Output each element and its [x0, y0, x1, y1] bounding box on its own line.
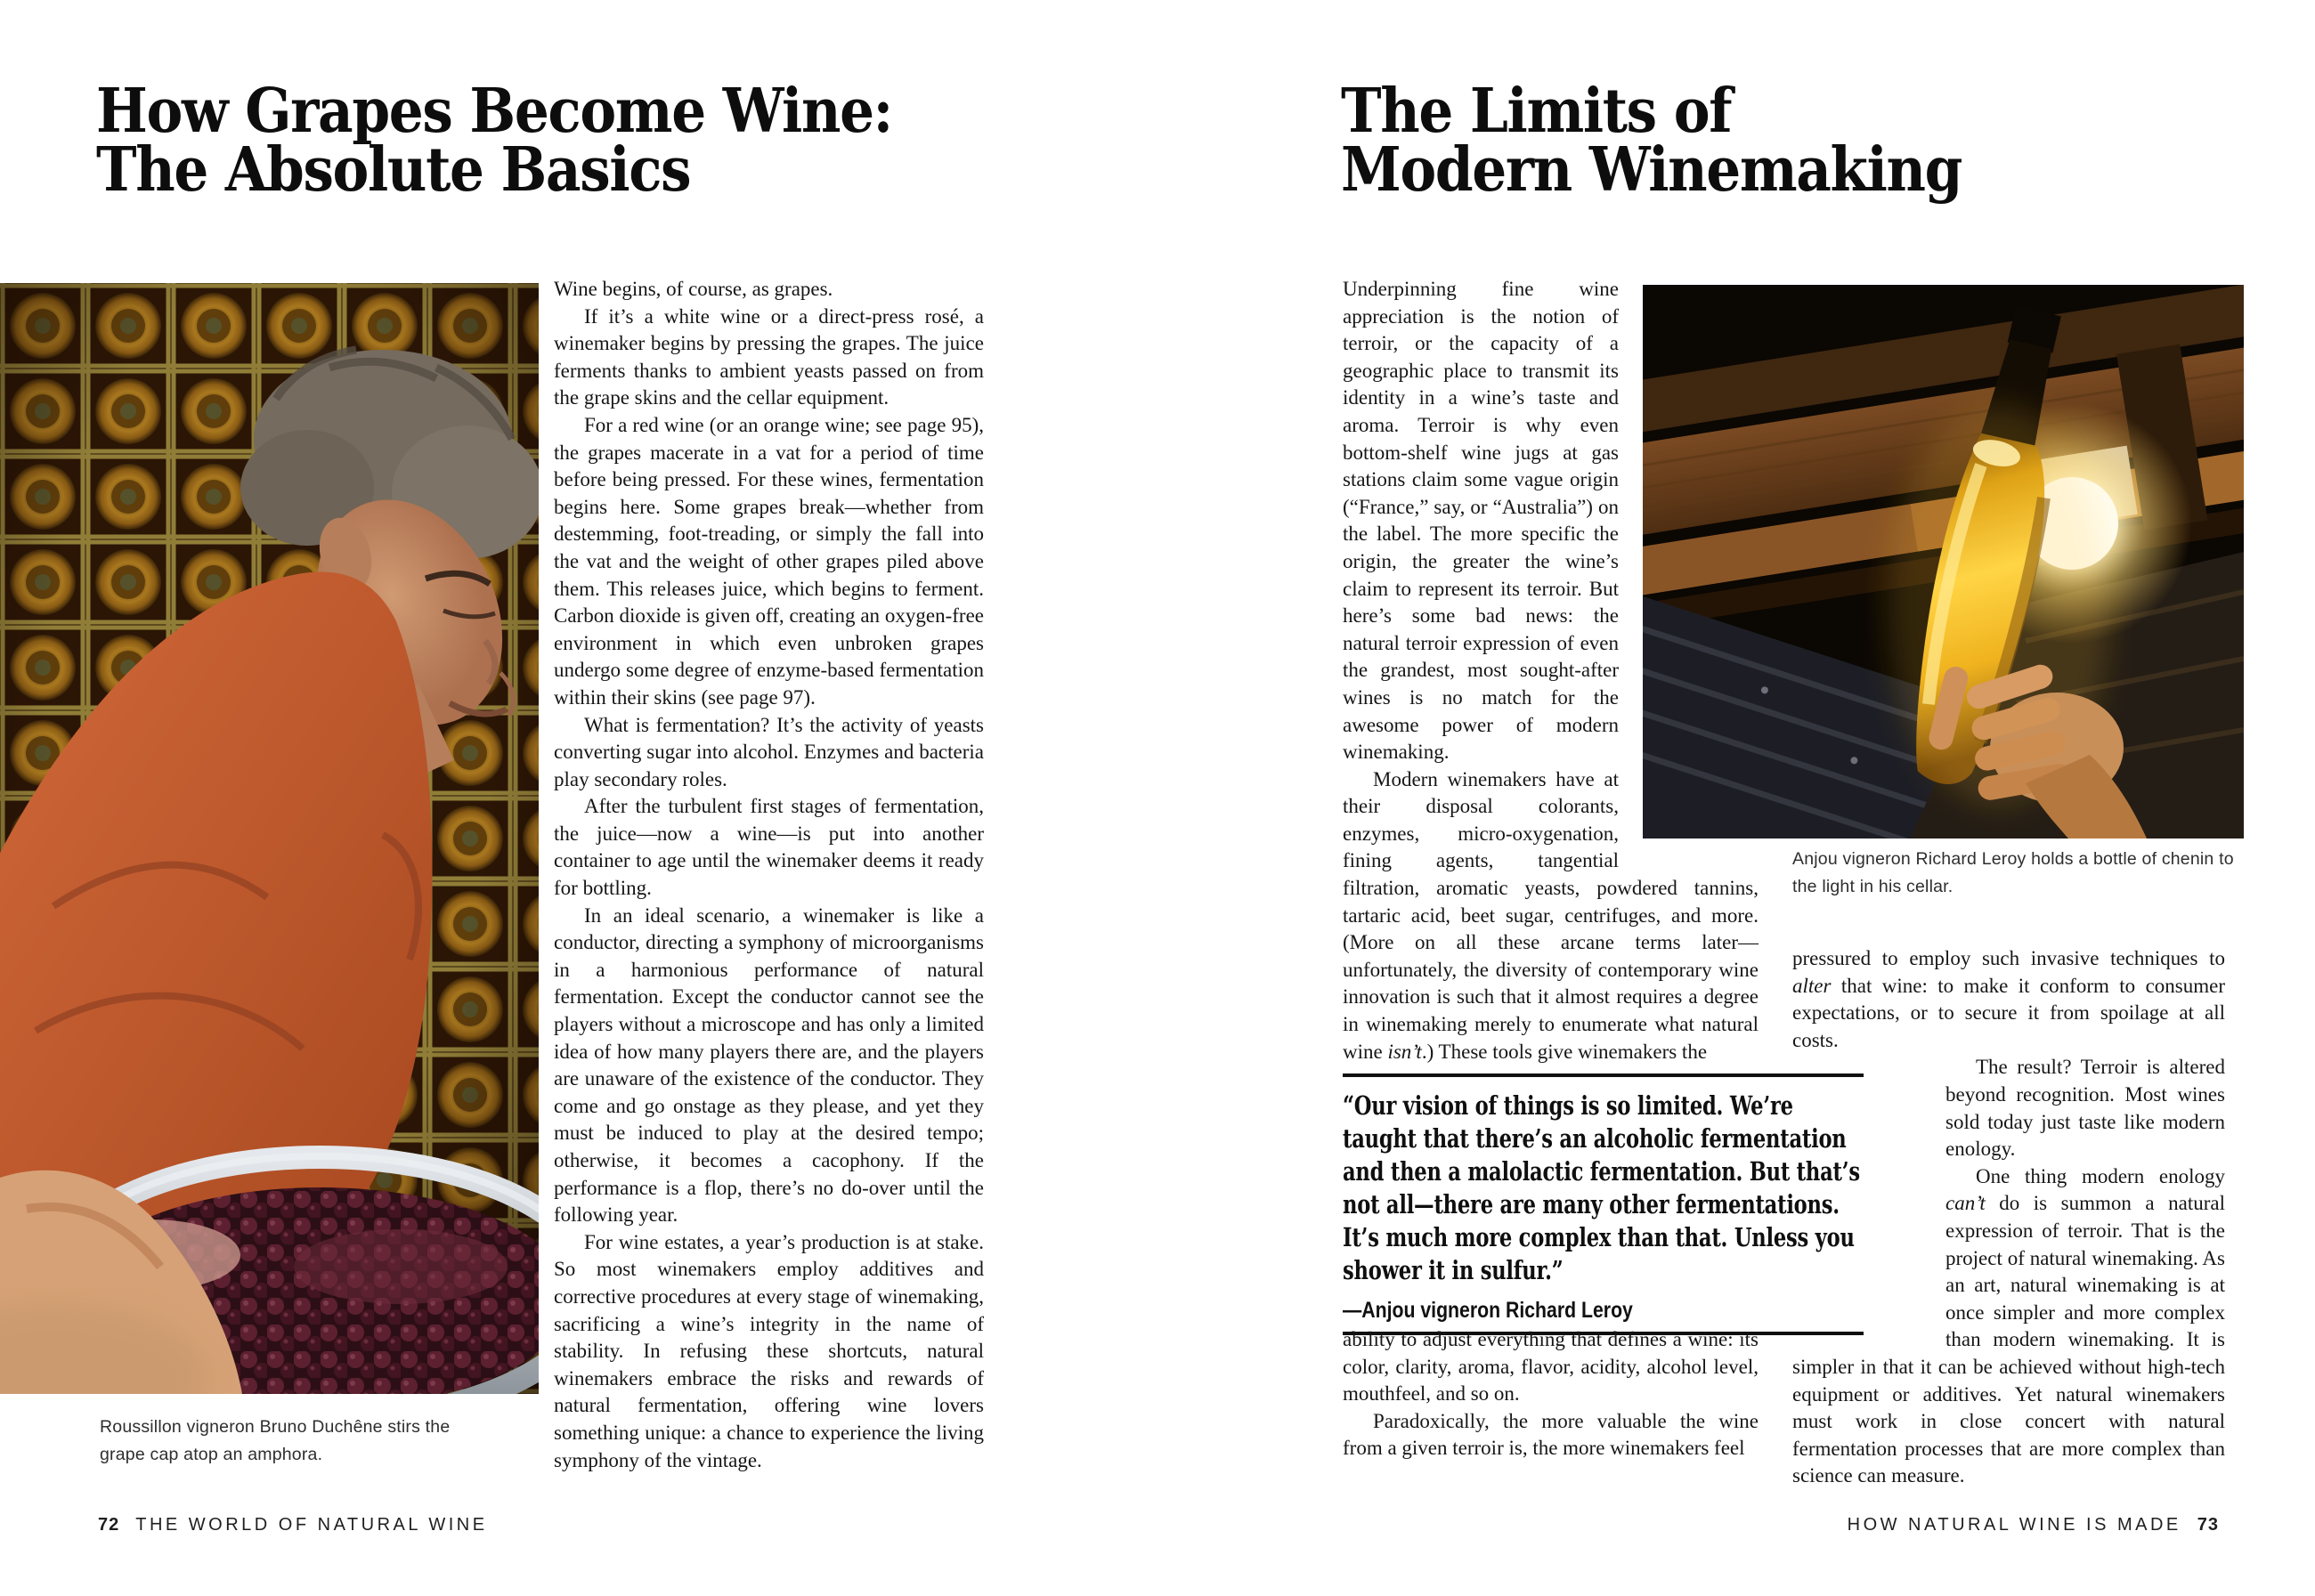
vigneron-photo-illustration	[0, 283, 539, 1394]
right-photo-caption: Anjou vigneron Richard Leroy holds a bottle of chenin to the light in his cellar.	[1792, 849, 2234, 896]
right-title-line-2: Modern Winemaking	[1341, 134, 1962, 206]
left-photo-caption: Roussillon vigneron Bruno Duchêne stirs the grape cap atop an amphora.	[100, 1417, 451, 1464]
paragraph-segment-italic: isn’t	[1387, 1040, 1422, 1063]
pull-quote-attribution: —Anjou vigneron Richard Leroy	[1343, 1298, 1633, 1323]
body-paragraph: If it’s a white wine or a direct-press rosé, a winemaker begins by pressing the grapes. The juice ferments thanks to ambient yeasts passed on from the grape skins and the cellar equipment.	[554, 304, 984, 409]
body-paragraph: Paradoxically, the more valuable the wine from a given terroir is, the more winemakers feel	[1343, 1409, 1759, 1460]
left-page-number: 72	[98, 1515, 120, 1535]
body-paragraph: ability to adjust everything that defines a wine: its color, clarity, aroma, flavor, acidity, alcohol level, mouthfeel, and so on.	[1343, 1328, 1759, 1406]
right-page-title	[1341, 76, 1962, 206]
right-footer	[1848, 1515, 2219, 1535]
body-paragraph: What is fermentation? It’s the activity of yeasts converting sugar into alcohol. Enzymes and bacteria play secondary roles.	[554, 713, 984, 790]
right-body-column-1-bottom	[1343, 1326, 1759, 1462]
paragraph-segment: One thing modern enology	[1976, 1164, 2225, 1187]
body-paragraph: For a red wine (or an orange wine; see page 95), the grapes macerate in a vat for a period of time before being pressed. For these wines, fermentation begins here. Some grapes break—whether from destemming, foot-treading, or simply the fall into the vat and the weight of other grapes piled above them. This releases juice, which begins to ferment. Carbon dioxide is given off, creating an oxygen-free environment in which even unbroken grapes undergo some degree of enzyme-based fermentation within their skins (see page 97).	[554, 413, 984, 709]
right-page-number: 73	[2197, 1515, 2219, 1535]
body-paragraph: After the turbulent first stages of fermentation, the juice—now a wine—is put into another container to age until the winemaker deems it ready for bottling.	[554, 795, 984, 900]
body-paragraph: In an ideal scenario, a winemaker is like a conductor, directing a symphony of microorganisms in a harmonious performance of natural fermentation. Except the conductor cannot see the players without a microscope and has only a limited idea of how many players there are, and the players are unaware of the existence of the conductor. They come and go onstage as they please, and yet they must be induced to play at the desired tempo; otherwise, it becomes a cacophony. If the performance is a flop, there’s no do-over until the following year.	[554, 903, 984, 1227]
left-footer	[98, 1515, 488, 1535]
body-paragraph: Underpinning fine wine appreciation is the notion of terroir, or the capacity of a geographic place to transmit its identity in a wine’s taste and aroma. Terroir is why even bottom-shelf wine jugs at gas stations claim some vague origin (“France,” say, or “Australia”) on the label. The more specific the origin, the greater the wine’s claim to represent its terroir. But here’s some bad news: the natural terroir expression of even the grandest, most sought-after wines is no match for the awesome power of modern winemaking.	[1343, 278, 1619, 764]
paragraph-segment: Modern winemakers have at their disposal colorants, enzymes, micro-oxygenation, fining agents, tangential filtration, aromatic yeasts, powdered tannins, tartaric acid, beet sugar, centrifuges, and more. (More on all these arcane terms later—unfortunately, the diversity of contemporary wine innovation is such that it almost requires a degree in winemaking merely to enumerate what natural wine	[1343, 767, 1759, 1063]
body-paragraph: The result? Terroir is altered beyond recognition. Most wines sold today just taste like modern enology.	[1945, 1056, 2225, 1161]
left-title-line-1: How Grapes Become Wine:	[96, 76, 892, 147]
right-title-line-1: The Limits of	[1341, 76, 1732, 147]
bottle-photo-illustration	[1643, 285, 2244, 839]
pull-quote-text: “Our vision of things is so limited. We’re taught that there’s an alcoholic fermentation and then a malolactic fermentation. But that’s not all—there are many other fermentations. It’s much more complex than that. Unless you shower it in sulfur.”	[1343, 1090, 1860, 1285]
left-page-title	[96, 76, 892, 206]
photo-bottle-to-light	[1643, 285, 2244, 839]
paragraph-segment: .) These tools give winemakers the	[1421, 1040, 1708, 1063]
left-title-line-2: The Absolute Basics	[96, 134, 691, 206]
paragraph-segment-italic: alter	[1792, 974, 1832, 997]
paragraph-segment-italic: can’t	[1945, 1192, 1986, 1215]
pull-quote	[1343, 1073, 1864, 1335]
body-paragraph: Wine begins, of course, as grapes.	[554, 278, 833, 300]
body-paragraph	[1792, 945, 2225, 1054]
left-footer-section: THE WORLD OF NATURAL WINE	[135, 1515, 488, 1535]
body-paragraph: For wine estates, a year’s production is at stake. So most winemakers employ additives and corrective procedures at every stage of winemaking, sacrificing a wine’s integrity in the name of stability. In refusing these shortcuts, natural winemakers embrace the risks and rewards of natural fermentation, offering wine lovers something unique: a chance to experience the living symphony of the vintage.	[554, 1230, 984, 1471]
right-footer-section: HOW NATURAL WINE IS MADE	[1847, 1515, 2181, 1535]
paragraph-segment: pressured to employ such invasive techniques to	[1792, 947, 2225, 969]
photo-vigneron-stirring-grapes	[0, 283, 539, 1394]
left-body-column	[554, 276, 984, 1474]
paragraph-segment: that wine: to make it conform to consumer expectations, or to secure it from spoilage at all costs.	[1792, 974, 2225, 1051]
paragraph-segment: do is summon a natural expression of terroir. That is the project of natural winemaking. As an art, natural winemaking is at once simpler and more complex than modern winemaking. It is simpler in that it can be achieved without high-tech equipment or additives. Yet natural winemakers must work in close concert with natural fermentation processes that are more complex than science can measure.	[1792, 1192, 2225, 1487]
